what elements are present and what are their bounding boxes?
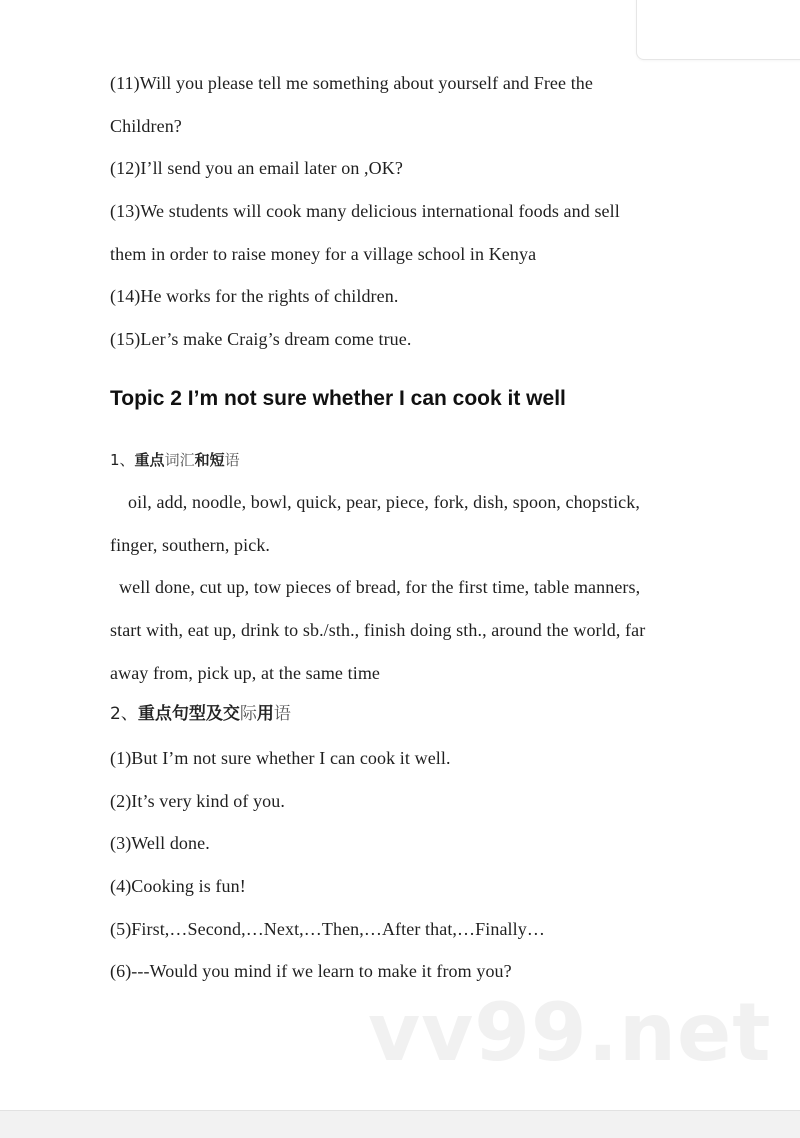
sentence-4: (4)Cooking is fun! xyxy=(110,876,246,896)
section-1-number: 1、 xyxy=(110,451,135,469)
section-1-bold-b: 和短 xyxy=(194,451,225,469)
section-2-number: 2、 xyxy=(110,704,138,724)
text-line-13a: (13)We students will cook many delicious international foods and sell xyxy=(110,201,620,221)
bottom-scroll-bar xyxy=(0,1110,800,1138)
sentence-6: (6)---Would you mind if we learn to make it from you? xyxy=(110,961,512,981)
section-2-bold-b: 用 xyxy=(256,704,274,724)
watermark: vv99.net xyxy=(368,986,772,1079)
vocab-line-5: away from, pick up, at the same time xyxy=(110,663,381,683)
sentence-1: (1)But I’m not sure whether I can cook it well. xyxy=(110,748,451,768)
section-2-light-a: 际 xyxy=(239,704,257,724)
text-line-13b: them in order to raise money for a village school in Kenya xyxy=(110,244,537,264)
section-1-light-b: 语 xyxy=(224,451,240,469)
sentence-5: (5)First,…Second,…Next,…Then,…After that,…Finally… xyxy=(110,919,545,939)
sentence-2: (2)It’s very kind of you. xyxy=(110,791,285,811)
section-1-label xyxy=(110,450,240,470)
text-line-12: (12)I’ll send you an email later on ,OK? xyxy=(110,158,403,178)
text-line-11a: (11)Will you please tell me something about yourself and Free the xyxy=(110,73,593,93)
sentence-3: (3)Well done. xyxy=(110,833,210,853)
section-1-bold-a: 重点 xyxy=(134,451,165,469)
section-2-light-b: 语 xyxy=(273,704,291,724)
topic-heading: Topic 2 I’m not sure whether I can cook it well xyxy=(110,387,566,410)
text-line-15: (15)Ler’s make Craig’s dream come true. xyxy=(110,329,412,349)
text-line-11b: Children? xyxy=(110,116,182,136)
vocab-line-1: oil, add, noodle, bowl, quick, pear, piece, fork, dish, spoon, chopstick, xyxy=(128,492,640,512)
section-2-label xyxy=(110,704,291,724)
section-1-light-a: 词汇 xyxy=(164,451,195,469)
vocab-line-2: finger, southern, pick. xyxy=(110,535,271,555)
text-line-14: (14)He works for the rights of children. xyxy=(110,286,399,306)
vocab-line-3: well done, cut up, tow pieces of bread, for the first time, table manners, xyxy=(119,577,641,597)
section-2-bold-a: 重点句型及交 xyxy=(137,704,240,724)
vocab-line-4: start with, eat up, drink to sb./sth., finish doing sth., around the world, far xyxy=(110,620,646,640)
